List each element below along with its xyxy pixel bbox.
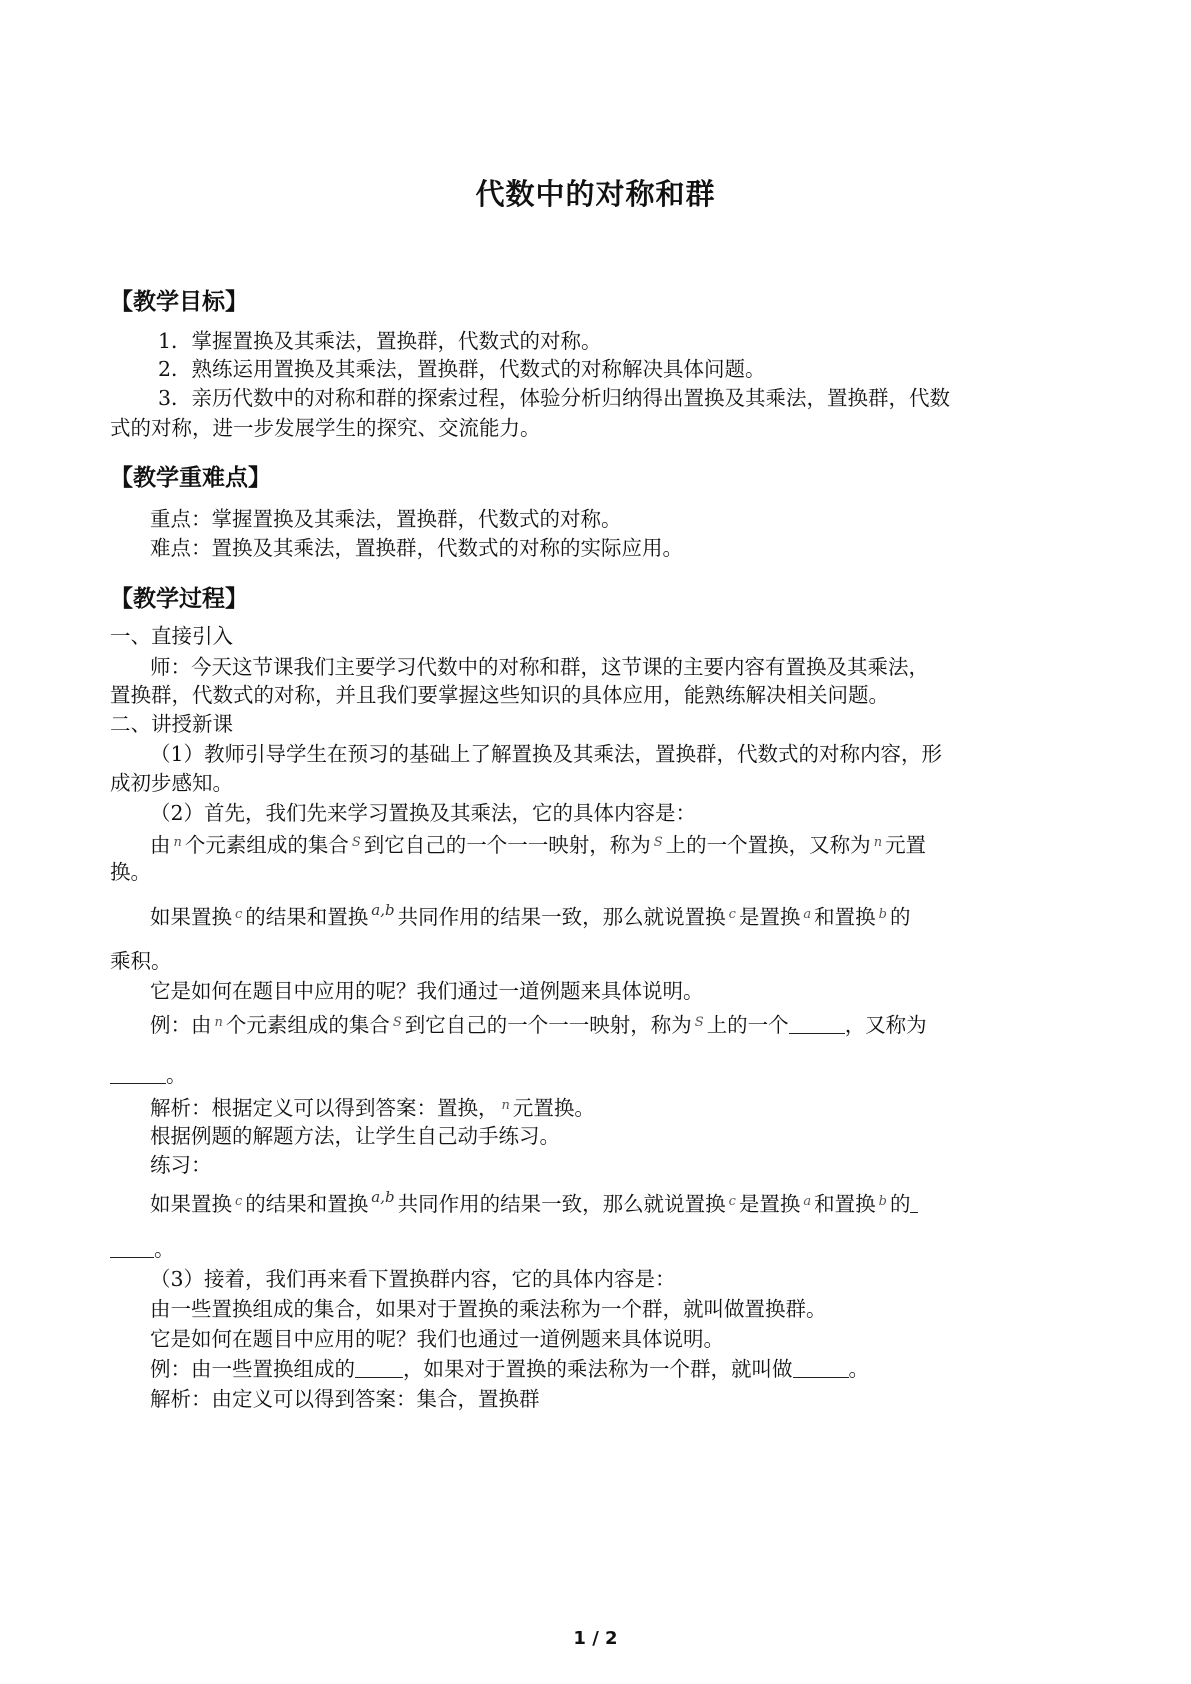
page-number: 1 / 2: [573, 1628, 618, 1649]
step1-line-1: （1）教师引导学生在预习的基础上了解置换及其乘法，置换群，代数式的对称内容，形: [150, 742, 943, 766]
answer-blank: [110, 1235, 154, 1258]
example1-text-5: ，又称为: [844, 1013, 927, 1037]
practice-text-1: 如果置换: [150, 1192, 232, 1216]
new-lesson-title: 二、讲授新课: [110, 712, 233, 736]
math-ab: a,b: [371, 1188, 395, 1206]
example1-text-3: 到它自己的一个一一映射，称为: [404, 1013, 692, 1037]
math-c: c: [235, 907, 243, 922]
document-title: 代数中的对称和群: [475, 177, 716, 211]
example1-text-6: 。: [166, 1063, 187, 1087]
practice-text-4: 是置换: [738, 1192, 801, 1216]
section-heading-process: 【教学过程】: [110, 586, 248, 612]
example1-text-4: 上的一个: [706, 1013, 789, 1037]
analysis-1: [150, 1092, 1088, 1122]
math-ab: a,b: [371, 901, 395, 919]
def-text-1: 由: [150, 833, 171, 857]
definition-product-cont: 乘积。: [110, 949, 172, 973]
practice-text-3: 共同作用的结果一致，那么就说置换: [397, 1192, 726, 1216]
product-text-4: 是置换: [738, 905, 801, 929]
practice-text-6: 的: [889, 1192, 911, 1216]
example-1: [150, 1009, 1088, 1039]
def-text-4: 上的一个置换，又称为: [665, 833, 871, 857]
product-text-3: 共同作用的结果一致，那么就说置换: [397, 905, 726, 929]
example-2: [150, 1355, 1088, 1383]
example2-text-3: 。: [848, 1357, 869, 1381]
practice-question-cont: [110, 1235, 1088, 1263]
product-text-5: 和置换: [814, 905, 876, 929]
product-text-2: 的结果和置换: [245, 905, 369, 929]
product-text-6: 的: [889, 905, 911, 929]
def-text-5: 元置: [885, 833, 927, 857]
goal-item-1: 1．掌握置换及其乘法，置换群，代数式的对称。: [158, 329, 602, 353]
goal-item-2: 2．熟练运用置换及其乘法，置换群，代数式的对称解决具体问题。: [158, 357, 766, 381]
product-text-1: 如果置换: [150, 905, 232, 929]
math-n: n: [873, 835, 883, 850]
goal-item-3: [158, 384, 1088, 412]
step3-intro: （3）接着，我们再来看下置换群内容，它的具体内容是：: [150, 1267, 676, 1291]
section-heading-goals: 【教学目标】: [110, 289, 248, 315]
example1-text-1: 例：由: [150, 1013, 212, 1037]
math-a: a: [803, 1194, 812, 1209]
math-n: n: [501, 1098, 510, 1113]
intro-line-2: 置换群，代数式的对称，并且我们要掌握这些知识的具体应用，能熟练解决相关问题。: [110, 683, 889, 707]
practice-text-2: 的结果和置换: [245, 1192, 369, 1216]
practice-text-5: 和置换: [814, 1192, 876, 1216]
step1-line-2: 成初步感知。: [110, 771, 233, 795]
definition-permutation: [150, 829, 1088, 859]
practice-question: [150, 1183, 1088, 1218]
practice-label: 练习：: [150, 1153, 212, 1177]
answer-blank: [910, 1190, 918, 1213]
focus-point: 重点：掌握置换及其乘法，置换群，代数式的对称。: [150, 507, 622, 531]
analysis-2: 解析：由定义可以得到答案：集合，置换群: [150, 1387, 540, 1411]
analysis1-text-2: 元置换。: [512, 1096, 595, 1120]
answer-blank: [789, 1011, 845, 1034]
answer-blank: [355, 1355, 403, 1378]
difficulty-point: 难点：置换及其乘法，置换群，代数式的对称的实际应用。: [150, 536, 683, 560]
goal-item-3-cont: 式的对称，进一步发展学生的探究、交流能力。: [110, 416, 541, 440]
math-S: S: [351, 835, 361, 850]
practice-text-7: 。: [154, 1237, 175, 1261]
example2-text-2: ，如果对于置换的乘法称为一个群，就叫做: [403, 1357, 793, 1381]
definition-permutation-cont: 换。: [110, 860, 151, 884]
intro-line-1: 师：今天这节课我们主要学习代数中的对称和群，这节课的主要内容有置换及其乘法，: [150, 655, 929, 679]
example2-text-1: 例：由一些置换组成的: [150, 1357, 355, 1381]
example1-text-2: 个元素组成的集合: [225, 1013, 390, 1037]
intro-title: 一、直接引入: [110, 624, 233, 648]
analysis1-text-1: 解析：根据定义可以得到答案：置换，: [150, 1096, 499, 1120]
example-1-cont: [110, 1061, 1088, 1089]
answer-blank: [793, 1355, 849, 1378]
math-S: S: [653, 835, 663, 850]
practice-intro: 根据例题的解题方法，让学生自己动手练习。: [150, 1124, 560, 1148]
math-S: S: [392, 1015, 402, 1030]
step2-intro: （2）首先，我们先来学习置换及其乘法，它的具体内容是：: [150, 801, 697, 825]
section-heading-keypoints: 【教学重难点】: [110, 465, 271, 491]
def-text-3: 到它自己的一个一一映射，称为: [363, 833, 651, 857]
math-a: a: [803, 907, 812, 922]
group-definition: 由一些置换组成的集合，如果对于置换的乘法称为一个群，就叫做置换群。: [150, 1297, 827, 1321]
math-c: c: [728, 1194, 736, 1209]
how-apply-1: 它是如何在题目中应用的呢？我们通过一道例题来具体说明。: [150, 979, 704, 1003]
answer-blank: [110, 1061, 166, 1084]
math-b: b: [878, 1194, 887, 1209]
how-apply-2: 它是如何在题目中应用的呢？我们也通过一道例题来具体说明。: [150, 1327, 724, 1351]
definition-product: [150, 896, 1088, 931]
math-n: n: [173, 835, 182, 850]
math-n: n: [214, 1015, 223, 1030]
math-b: b: [878, 907, 887, 922]
goal-item-3-text: 3．亲历代数中的对称和群的探索过程，体验分析归纳得出置换及其乘法，置换群，代数: [158, 386, 951, 410]
math-S: S: [694, 1015, 704, 1030]
math-c: c: [728, 907, 736, 922]
def-text-2: 个元素组成的集合: [184, 833, 349, 857]
math-c: c: [235, 1194, 243, 1209]
